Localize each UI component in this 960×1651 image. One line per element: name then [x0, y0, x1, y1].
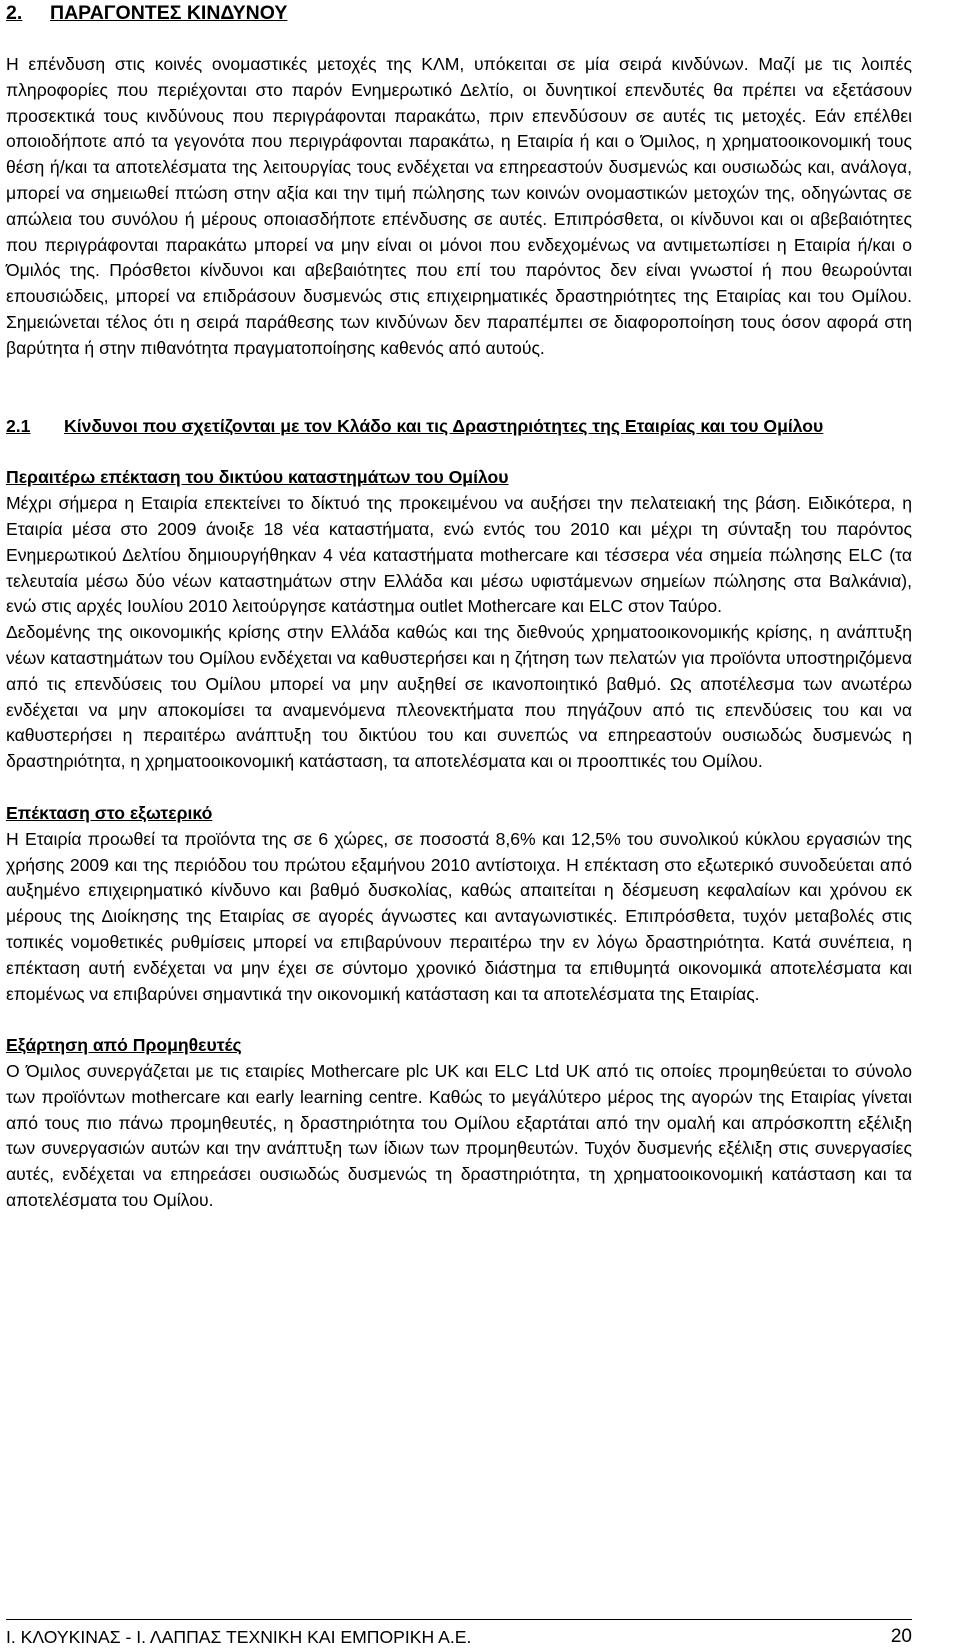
block-heading-international-expansion: Επέκταση στο εξωτερικό [6, 802, 213, 823]
section-heading [6, 0, 912, 28]
footer-company: Ι. ΚΛΟΥΚΙΝΑΣ - Ι. ΛΑΠΠΑΣ ΤΕΧΝΙΚΗ ΚΑΙ ΕΜΠΟΡΙΚΗ Α.Ε. [6, 1627, 472, 1647]
page-number: 20 [890, 1626, 912, 1647]
section-title: ΠΑΡΑΓΟΝΤΕΣ ΚΙΝΔΥΝΟΥ [50, 2, 288, 24]
body-paragraph: Η Εταιρία προωθεί τα προϊόντα της σε 6 χώρες, σε ποσοστά 8,6% και 12,5% του συνολικού κύκλου εργασιών της χρήσης 2009 και της περιόδου του πρώτου εξαμήνου 2010 αντίστοιχα. Η επέκταση στο εξωτερικό συνοδεύεται από αυξημένο επιχειρηματικό κίνδυνο και βαθμό δυσκολίας, καθώς απαιτείται η δέσμευση κεφαλαίων και χρόνου εκ μέρους της Διοίκησης της Εταιρίας σε αγορές άγνωστες και ανταγωνιστικές. Επιπρόσθετα, τυχόν μεταβολές στις τοπικές νομοθετικές ρυθμίσεις μπορεί να επιβαρύνουν περαιτέρω την εν λόγω δραστηριότητα. Κατά συνέπεια, η επέκταση αυτή ενδέχεται να μην έχει σε σύντομο χρονικό διάστημα τα επιθυμητά οικονομικά αποτελέσματα και επομένως να επιβαρύνει σημαντικά την οικονομική κατάσταση και τα αποτελέσματα της Εταιρίας. [6, 828, 912, 1004]
intro-paragraph: Η επένδυση στις κοινές ονομαστικές μετοχές της ΚΛΜ, υπόκειται σε μία σειρά κινδύνων. Μαζί με τις λοιπές πληροφορίες που περιέχονται στο παρόν Ενημερωτικό Δελτίο, οι δυνητικοί επενδυτές θα πρέπει να εξετάσουν προσεκτικά τους κινδύνους που περιγράφονται παρακάτω, πριν επενδύσουν σε αυτές τις μετοχές. Εάν επέλθει οποιοδήποτε από τα γεγονότα που περιγράφονται παρακάτω, η Εταιρία ή και ο Όμιλος, η χρηματοοικονομική τους θέση ή/και τα αποτελέσματα της λειτουργίας τους ενδέχεται να επηρεαστούν δυσμενώς και ουσιωδώς και, ανάλογα, μπορεί να σημειωθεί πτώση στην αξία και την τιμή πώλησης των κοινών ονομαστικών μετοχών της, οδηγώντας σε απώλεια του συνόλου ή μέρους οποιασδήποτε επένδυσης σε αυτές. Επιπρόσθετα, οι κίνδυνοι και οι αβεβαιότητες που περιγράφονται παρακάτω μπορεί να μην είναι οι μόνοι που ενδεχομένως να αντιμετωπίσει η Εταιρία ή/και ο Όμιλός της. Πρόσθετοι κίνδυνοι και αβεβαιότητες που επί του παρόντος δεν είναι γνωστοί ή που θεωρούνται επουσιώδεις, μπορεί να επιδράσουν δυσμενώς στις επιχειρηματικές δραστηριότητες της Εταιρίας και του Ομίλου. Σημειώνεται τέλος ότι η σειρά παράθεσης των κινδύνων δεν παραπέμπει σε διαφοροποίηση τους όσον αφορά στη βαρύτητα ή στην πιθανότητα πραγματοποίησης καθενός από αυτούς. [6, 54, 912, 358]
block-heading-supplier-dependence: Εξάρτηση από Προμηθευτές [6, 1035, 242, 1056]
document-page [6, 0, 912, 1214]
subsection-number: 2.1 [6, 415, 31, 436]
block-heading-network-expansion: Περαιτέρω επέκταση του δικτύου καταστημάτων του Ομίλου [6, 467, 509, 488]
body-paragraph: Ο Όμιλος συνεργάζεται με τις εταιρίες Mothercare plc UK και ELC Ltd UK από τις οποίες προμηθεύεται το σύνολο των προϊόντων mothercare και early learning centre. Καθώς το μεγάλύτερο μέρος της αγορών της Εταιρίας γίνεται από τους πιο πάνω προμηθευτές, η δραστηριότητα του Ομίλου εξαρτάται από την ομαλή και απρόσκοπτη εξέλιξη των συνεργασιών αυτών και την ανάπτυξη των ίδιων των προμηθευτών. Τυχόν δυσμενής εξέλιξη στις συνεργασίες αυτές, ενδέχεται να επηρεάσει ουσιωδώς δυσμενώς τη δραστηριότητα, τη χρηματοοικονομική κατάσταση και τα αποτελέσματα του Ομίλου. [6, 1061, 912, 1211]
subsection-heading [6, 414, 912, 440]
section-number: 2. [6, 2, 23, 24]
page-footer [6, 1619, 912, 1648]
body-paragraph: Μέχρι σήμερα η Εταιρία επεκτείνει το δίκτυό της προκειμένου να αυξήσει την πελατειακή της βάση. Ειδικότερα, η Εταιρία μέσα στο 2009 άνοιξε 18 νέα καταστήματα, ενώ εντός του 2010 και μέχρι τη σύνταξη του παρόντος Ενημερωτικού Δελτίου δημιουργήθηκαν 4 νέα καταστήματα mothercare και τέσσερα νέα σημεία πώλησης ELC (τα τελευταία μέσω δύο νέων καταστημάτων στην Ελλάδα και μέσω υφιστάμενων σημείων πώλησης στα Βαλκάνια), ενώ στις αρχές Ιουλίου 2010 λειτούργησε κατάστημα outlet Mothercare και ELC στον Ταύρο. [6, 493, 912, 617]
subsection-title: Κίνδυνοι που σχετίζονται με τον Κλάδο και τις Δραστηριότητες της Εταιρίας και του Ομίλου [64, 415, 824, 436]
body-paragraph: Δεδομένης της οικονομικής κρίσης στην Ελλάδα καθώς και της διεθνούς χρηματοοικονομικής κρίσης, η ανάπτυξη νέων καταστημάτων του Ομίλου ενδέχεται να καθυστερήσει και η ζήτηση των πελατών για προϊόντα υποστηριζόμενα από τις επενδύσεις του Ομίλου μπορεί να μην αυξηθεί σε ικανοποιητικό βαθμό. Ως αποτέλεσμα των ανωτέρω ενδέχεται να μην αποκομίσει τα αναμενόμενα πλεονεκτήματα που πηγάζουν από τις επενδύσεις του και να καθυστερήσει η περαιτέρω ανάπτυξη του δικτύου του και συνεπώς να επηρεαστούν ουσιωδώς δυσμενώς η δραστηριότητα, η χρηματοοικονομική κατάσταση, τα αποτελέσματα και οι προοπτικές του Ομίλου. [6, 622, 912, 772]
